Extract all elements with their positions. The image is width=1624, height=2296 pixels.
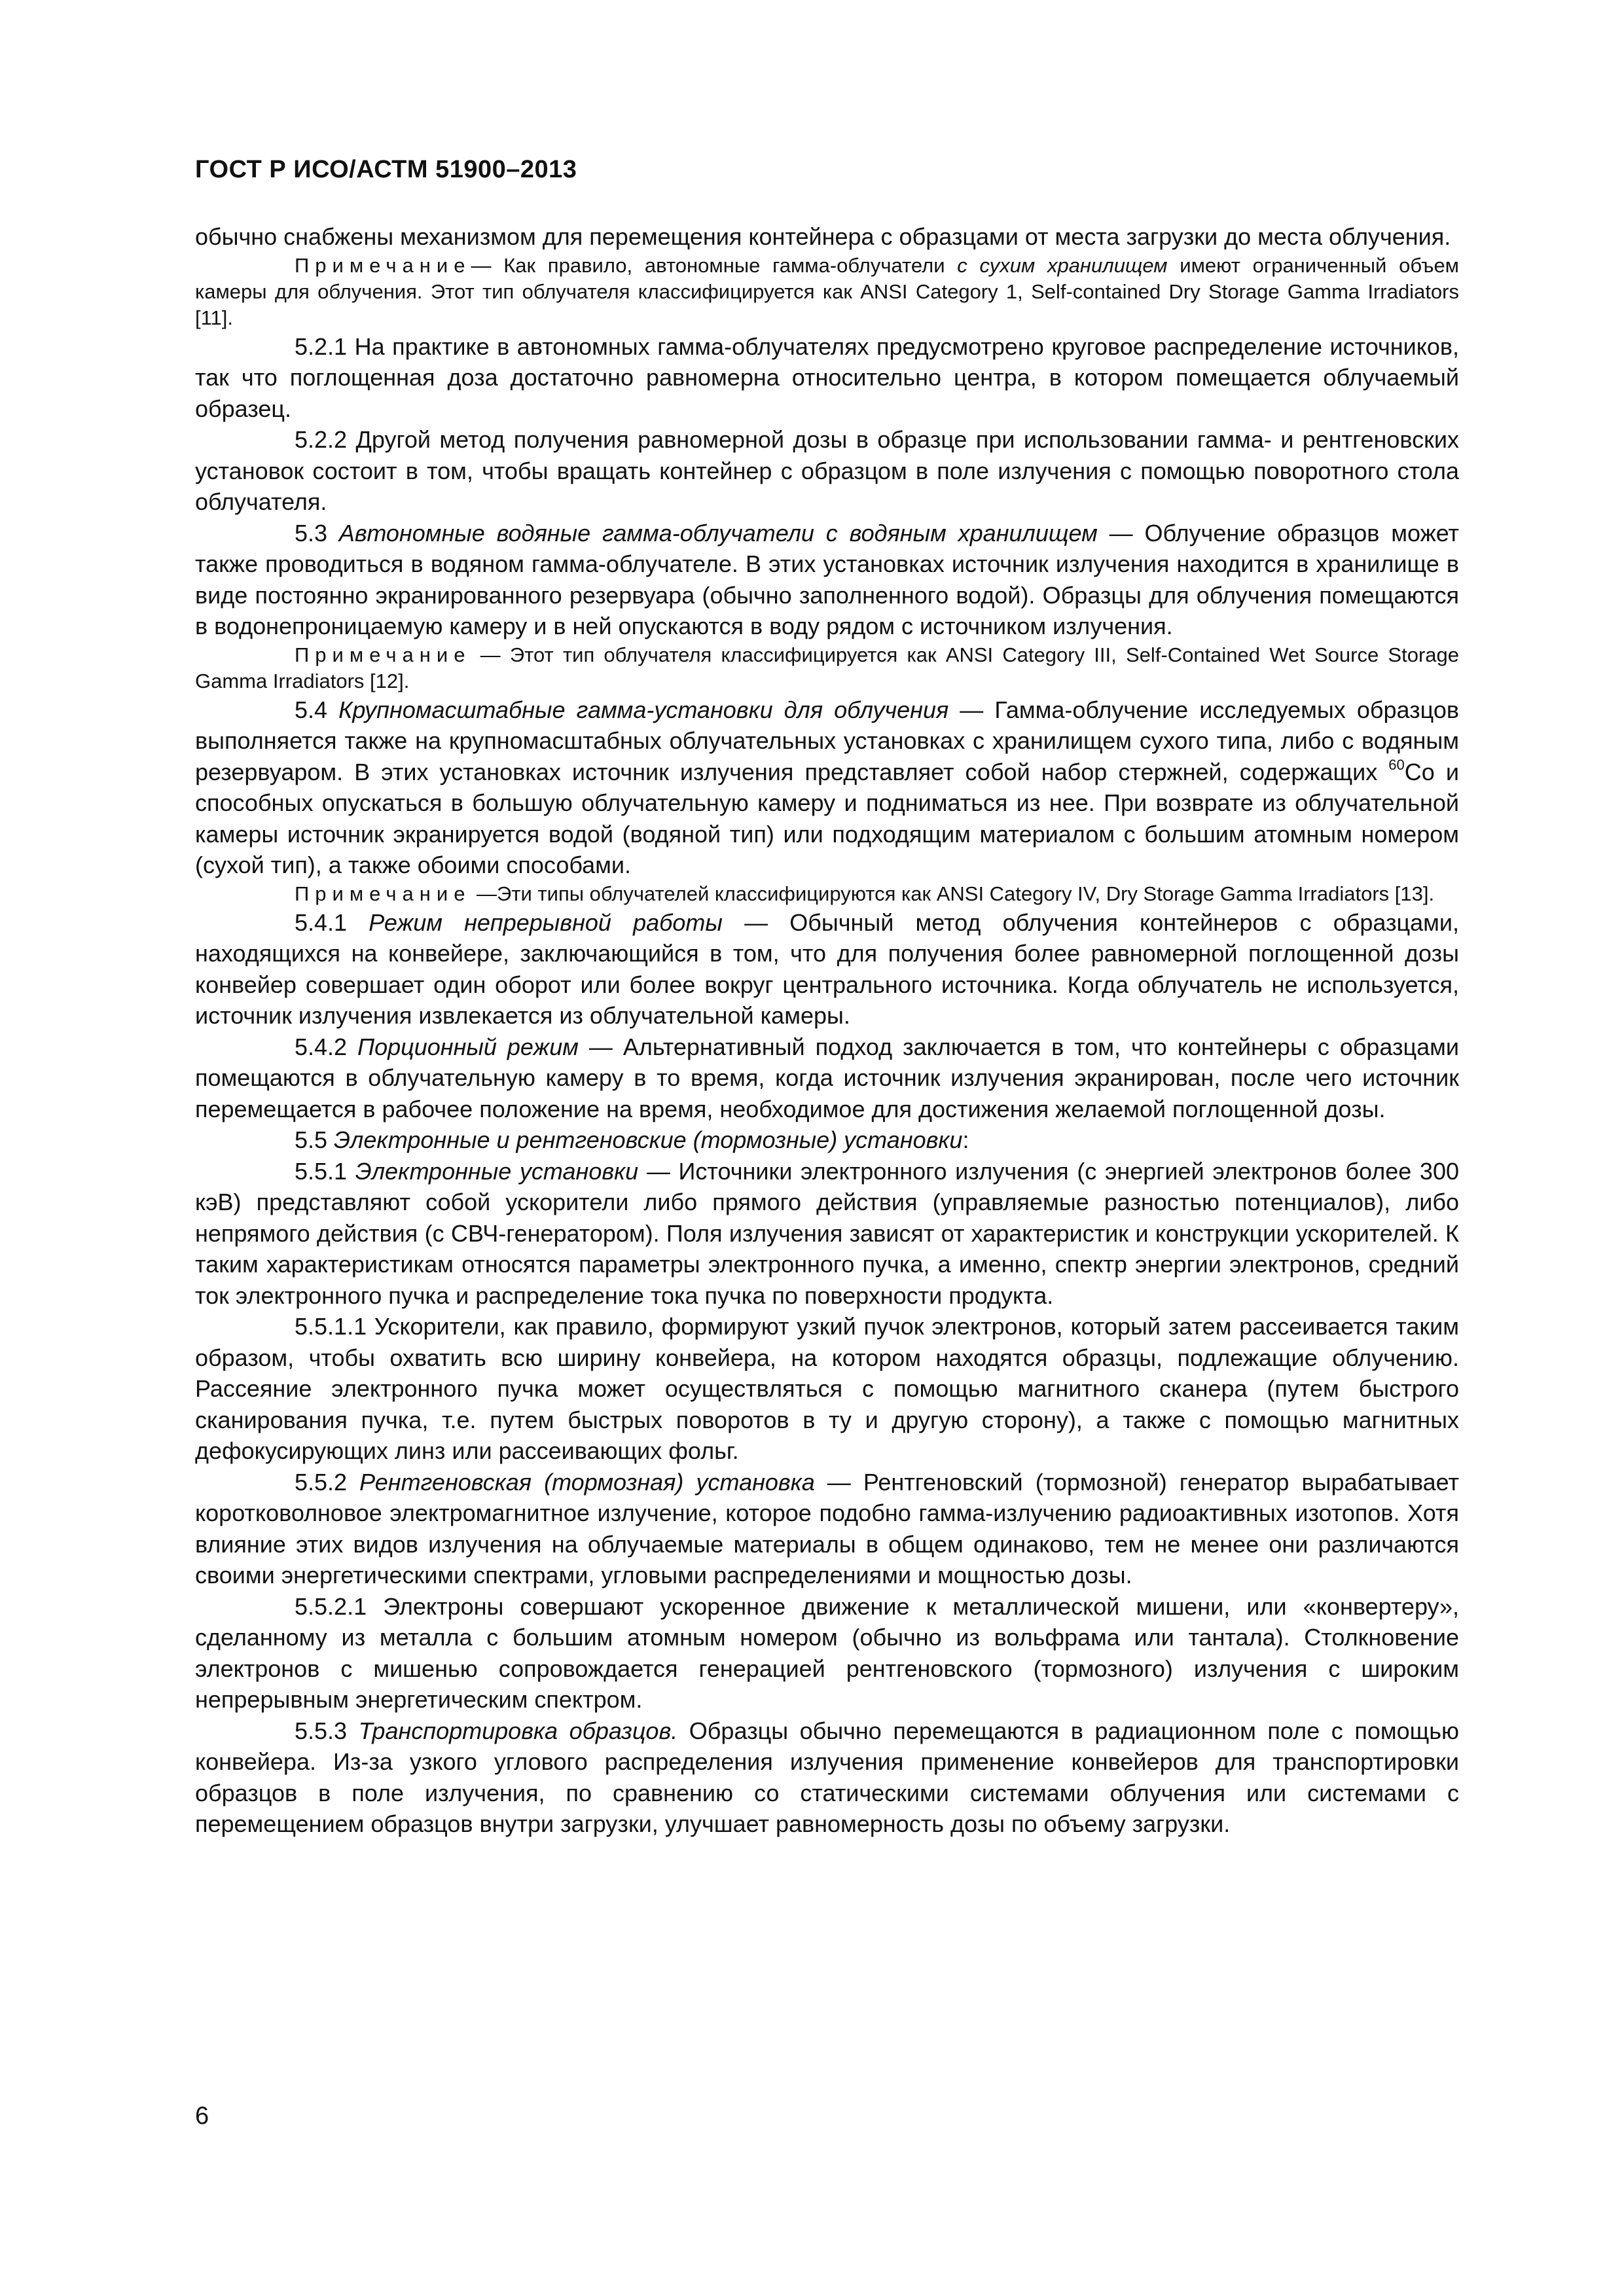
clause-5-4-1: 5.4.1 Режим непрерывной работы — Обычный метод облучения контейнеров с образцами, находящихся на конвейере, заключающийся в том, что для получения более равномерной поглощенной дозы конвейер совершает один оборот или более вокруг центрального источника. Когда облучатель не используется, источник излучения извлекается из облучательной камеры.: [195, 908, 1459, 1029]
clause-5-5-2-1: 5.5.2.1 Электроны совершают ускоренное движение к металлической мишени, или «конвертеру», сделанному из металла с большим атомным номером (обычно из вольфрама или тантала). Столкновение электронов с мишенью сопровождается генерацией рентгеновского (тормозного) излучения с широким непрерывным энергетическим спектром.: [195, 1592, 1459, 1713]
note-wet-storage: Примечание — Этот тип облучателя классифицируется как ANSI Category III, Self-Contained Wet Source Storage Gamma Irradiators [12].: [195, 643, 1459, 692]
clause-5-4-2: 5.4.2 Порционный режим — Альтернативный подход заключается в том, что контейнеры с образцами помещаются в облучательную камеру в то время, когда источник излучения экранирован, после чего источник перемещается в рабочее положение на время, необходимое для достижения желаемой поглощенной дозы.: [195, 1033, 1459, 1122]
note-label: Примечание: [295, 643, 471, 666]
clause-5-2-2: 5.2.2 Другой метод получения равномерной дозы в образце при использовании гамма- и рентгеновских установок состоит в том, чтобы вращать контейнер с образцом в поле излучения с помощью поворотного стола облучателя.: [195, 426, 1459, 515]
note-label: Примечание: [295, 882, 471, 905]
clause-5-3: 5.3 Автономные водяные гамма-облучатели с водяным хранилищем — Облучение образцов может также проводиться в водяном гамма-облучателе. В этих установках источник излучения находится в хранилище в виде постоянно экранированного резервуара (обычно заполненного водой). Образцы для облучения помещаются в водонепроницаемую камеру и в ней опускаются в воду рядом с источником излучения.: [195, 519, 1460, 639]
clause-5-4: 5.4 Крупномасштабные гамма-установки для облучения — Гамма-облучение исследуемых образцов выполняется также на крупномасштабных облучательных установках с хранилищем сухого типа, либо с водяным резервуаром. В этих установках источник излучения представляет собой набор стержней, содержащих $^{60}$Со и способных опускаться в большую облучательную камеру и подниматься из нее. При возврате из облучательной камеры источник экранируется водой (водяной тип) или подходящим материалом с большим атомным номером (сухой тип), а также обоими способами.: [195, 696, 1460, 878]
note-large-scale: Примечание —Эти типы облучателей классифицируются как ANSI Category IV, Dry Storage Gamma Irradiators [13].: [295, 882, 1435, 905]
clause-5-5-3: 5.5.3 Транспортировка образцов. Образцы обычно перемещаются в радиационном поле с помощью конвейера. Из-за узкого углового распределения излучения применение конвейеров для транспортировки образцов в поле излучения, по сравнению со статическими системами облучения или системами с перемещением образцов внутри загрузки, улучшает равномерность дозы по объему загрузки.: [195, 1717, 1459, 1837]
document-body: [195, 221, 1459, 1840]
note-label: Примечание: [295, 253, 471, 277]
clause-5-5-1: 5.5.1 Электронные установки — Источники электронного излучения (с энергией электронов более 300 кэВ) представляют собой ускорители либо прямого действия (управляемые разностью потенциалов), либо непрямого действия (с СВЧ-генератором). Поля излучения зависят от характеристик и конструкции ускорителей. К таким характеристикам относятся параметры электронного пучка, а именно, спектр энергии электронов, средний ток электронного пучка и распределение тока пучка по поверхности продукта.: [195, 1157, 1459, 1309]
page-number: 6: [195, 2102, 209, 2130]
clause-5-5-1-1: 5.5.1.1 Ускорители, как правило, формируют узкий пучок электронов, который затем рассеивается таким образом, чтобы охватить всю ширину конвейера, на котором находятся образцы, подлежащие облучению. Рассеяние электронного пучка может осуществляться с помощью магнитного сканера (путем быстрого сканирования пучка, т.е. путем быстрых поворотов в ту и другую сторону), а также с помощью магнитных дефокусирующих линз или рассеивающих фольг.: [195, 1313, 1459, 1464]
clause-5-5-2: 5.5.2 Рентгеновская (тормозная) установка — Рентгеновский (тормозной) генератор вырабатывает коротковолновое электромагнитное излучение, которое подобно гамма-излучению радиоактивных изотопов. Хотя влияние этих видов излучения на облучаемые материалы в общем одинаково, тем не менее они различаются своими энергетическими спектрами, угловыми распределениями и мощностью дозы.: [195, 1468, 1459, 1588]
standard-header: ГОСТ Р ИСО/АСТМ 51900–2013: [195, 156, 577, 183]
clause-5-2-1: 5.2.1 На практике в автономных гамма-облучателях предусмотрено круговое распределение источников, так что поглощенная доза достаточно равномерна относительно центра, в котором помещается облучаемый образец.: [195, 332, 1459, 422]
note-dry-storage: Примечание— Как правило, автономные гамма-облучатели с сухим хранилищем имеют ограниченный объем камеры для облучения. Этот тип облучателя классифицируется как ANSI Category 1, Self-contained Dry Storage Gamma Irradiators [11].: [195, 253, 1459, 329]
paragraph-continuation: обычно снабжены механизмом для перемещения контейнера с образцами от места загрузки до места облучения.: [195, 223, 1451, 250]
clause-5-5: 5.5 Электронные и рентгеновские (тормозные) установки:: [295, 1126, 969, 1153]
